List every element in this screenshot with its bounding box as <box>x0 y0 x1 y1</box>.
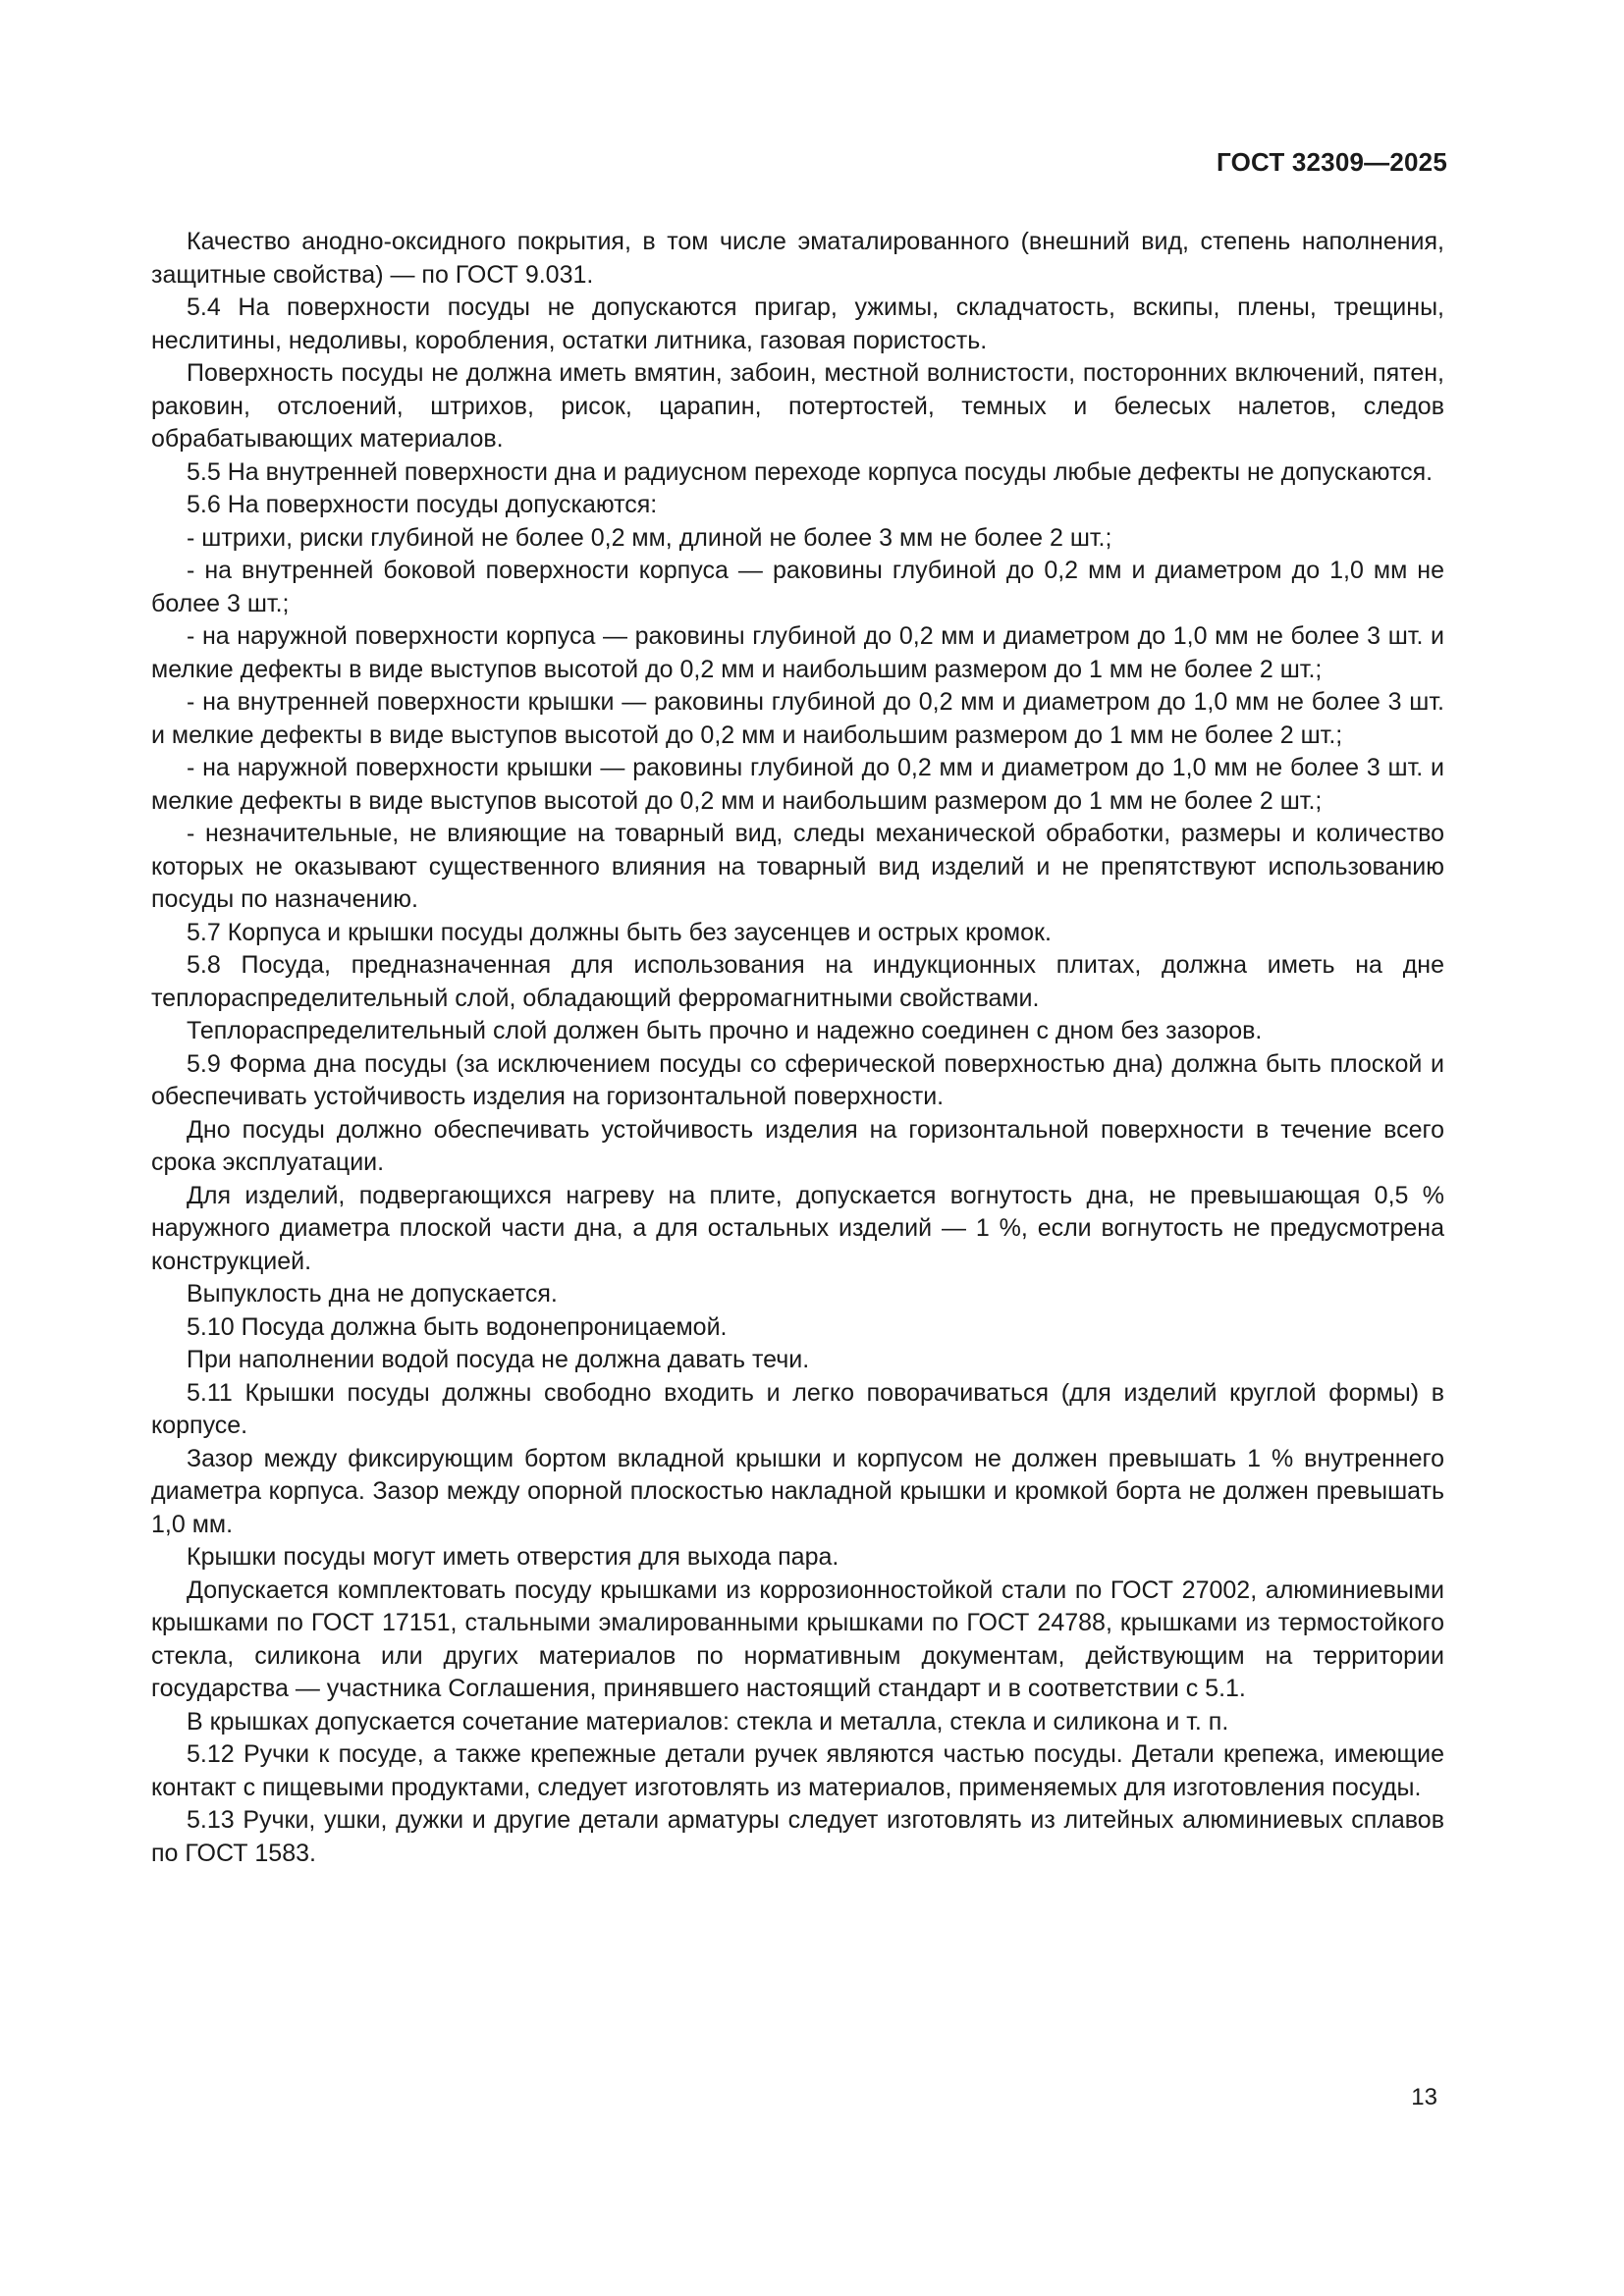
paragraph: В крышках допускается сочетание материалов: стекла и металла, стекла и силикона и т. п. <box>187 1707 1229 1735</box>
list-item: - на наружной поверхности корпуса — раковины глубиной до 0,2 мм и диаметром до 1,0 мм не более 3 шт. и мелкие дефекты в виде выступов высотой до 0,2 мм и наибольшим размером до 1 мм не более 2 шт.; <box>151 622 1444 683</box>
paragraph: 5.6 На поверхности посуды допускаются: <box>187 491 658 518</box>
paragraph: Для изделий, подвергающихся нагреву на плите, допускается вогнутость дна, не превышающая 0,5 % наружного диаметра плоской части дна, а для остальных изделий — 1 %, если вогнутость не предусмотрена конструкцией. <box>151 1181 1444 1275</box>
paragraph: Зазор между фиксирующим бортом вкладной крышки и корпусом не должен превышать 1 % внутреннего диаметра корпуса. Зазор между опорной плоскостью накладной крышки и кромкой борта не должен превышать 1,0 мм. <box>151 1444 1444 1538</box>
document-body <box>151 226 1444 1870</box>
paragraph: Качество анодно-оксидного покрытия, в том числе эматалированного (внешний вид, степень наполнения, защитные свойства) — по ГОСТ 9.031. <box>151 228 1444 289</box>
list-item: - на внутренней боковой поверхности корпуса — раковины глубиной до 0,2 мм и диаметром до 1,0 мм не более 3 шт.; <box>151 557 1444 617</box>
list-item: - на наружной поверхности крышки — раковины глубиной до 0,2 мм и диаметром до 1,0 мм не более 3 шт. и мелкие дефекты в виде выступов высотой до 0,2 мм и наибольшим размером до 1 мм не более 2 шт.; <box>151 754 1444 815</box>
paragraph: Теплораспределительный слой должен быть прочно и надежно соединен с дном без зазоров. <box>187 1017 1263 1044</box>
paragraph: Дно посуды должно обеспечивать устойчивость изделия на горизонтальной поверхности в течение всего срока эксплуатации. <box>151 1115 1444 1176</box>
paragraph: 5.5 На внутренней поверхности дна и радиусном переходе корпуса посуды любые дефекты не допускаются. <box>187 457 1434 486</box>
paragraph: 5.12 Ручки к посуде, а также крепежные детали ручек являются частью посуды. Детали крепежа, имеющие контакт с пищевыми продуктами, следует изготовлять из материалов, применяемых для изготовления посуды. <box>151 1740 1444 1801</box>
paragraph: 5.13 Ручки, ушки, дужки и другие детали арматуры следует изготовлять из литейных алюминиевых сплавов по ГОСТ 1583. <box>151 1806 1444 1867</box>
paragraph: 5.10 Посуда должна быть водонепроницаемой. <box>187 1312 728 1341</box>
page-number: 13 <box>1411 2084 1437 2110</box>
paragraph: Крышки посуды могут иметь отверстия для выхода пара. <box>187 1543 839 1571</box>
list-item: - штрихи, риски глубиной не более 0,2 мм, длиной не более 3 мм не более 2 шт.; <box>187 523 1112 552</box>
list-item: - на внутренней поверхности крышки — раковины глубиной до 0,2 мм и диаметром до 1,0 мм не более 3 шт. и мелкие дефекты в виде выступов высотой до 0,2 мм и наибольшим размером до 1 мм не более 2 шт.; <box>151 688 1444 749</box>
paragraph: Поверхность посуды не должна иметь вмятин, забоин, местной волнистости, посторонних включений, пятен, раковин, отслоений, штрихов, рисок, царапин, потертостей, темных и белесых налетов, следов обрабатывающих материалов. <box>151 359 1444 453</box>
document-header: ГОСТ 32309—2025 <box>1217 147 1447 177</box>
paragraph: При наполнении водой посуда не должна давать течи. <box>187 1346 810 1373</box>
paragraph: Выпуклость дна не допускается. <box>187 1280 558 1308</box>
paragraph: 5.11 Крышки посуды должны свободно входить и легко поворачиваться (для изделий круглой формы) в корпусе. <box>151 1378 1444 1439</box>
paragraph: Допускается комплектовать посуду крышками из коррозионностойкой стали по ГОСТ 27002, алюминиевыми крышками по ГОСТ 17151, стальными эмалированными крышками по ГОСТ 24788, крышками из термостойкого стекла, силикона или других материалов по нормативным документам, действующим на территории государства — участника Соглашения, принявшего настоящий стандарт и в соответствии с 5.1. <box>151 1575 1444 1702</box>
paragraph: 5.8 Посуда, предназначенная для использования на индукционных плитах, должна иметь на дне теплораспределительный слой, обладающий ферромагнитными свойствами. <box>151 951 1444 1012</box>
list-item: - незначительные, не влияющие на товарный вид, следы механической обработки, размеры и количество которых не оказывают существенного влияния на товарный вид изделий и не препятствуют использованию посуды по назначению. <box>151 820 1444 913</box>
paragraph: 5.4 На поверхности посуды не допускаются пригар, ужимы, складчатость, вскипы, плены, трещины, неслитины, недоливы, коробления, остатки литника, газовая пористость. <box>151 294 1444 354</box>
paragraph: 5.9 Форма дна посуды (за исключением посуды со сферической поверхностью дна) должна быть плоской и обеспечивать устойчивость изделия на горизонтальной поверхности. <box>151 1049 1444 1110</box>
paragraph: 5.7 Корпуса и крышки посуды должны быть без заусенцев и острых кромок. <box>187 918 1052 946</box>
